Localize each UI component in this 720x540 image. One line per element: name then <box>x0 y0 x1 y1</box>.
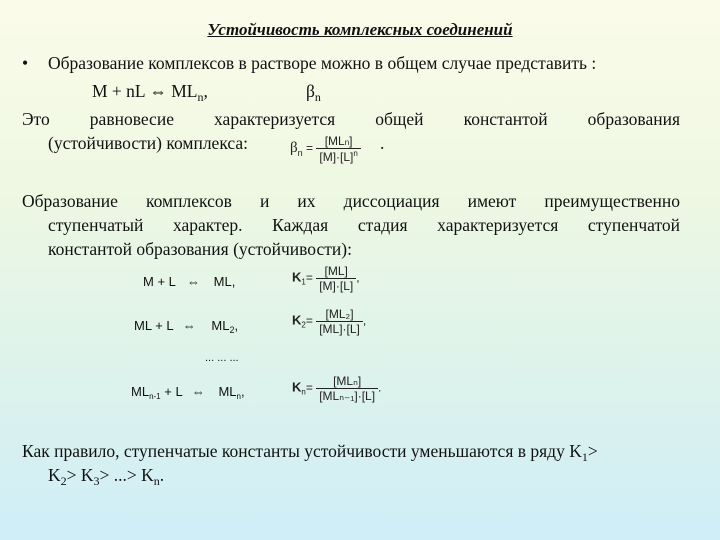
eq2-right-sub: 2 <box>229 325 235 335</box>
para4-line1-text: Как правило, ступенчатые константы устойчивости уменьшаются в ряду K <box>22 441 582 461</box>
eqn-den: [MLₙ₋₁]·[L] <box>319 389 376 403</box>
beta-formula <box>290 134 361 164</box>
eq2-arrow-icon: ⇔ <box>182 318 196 333</box>
eq1-constant: $K_1=$ $\frac{[ML]}{[M]\cdot[L]}$ , <box>292 264 360 293</box>
para4-sub2: 2 <box>60 474 67 488</box>
beta-symbol <box>306 80 321 108</box>
eq1-k-sub: 1 <box>301 277 306 287</box>
eq2-num: [ML₂] <box>316 307 363 322</box>
formula-num-sub: n <box>344 138 350 147</box>
eq1-right: ML, <box>213 274 236 289</box>
eq2-right-end: , <box>234 318 239 333</box>
eq1-arrow-icon: ⇔ <box>187 274 201 289</box>
eq2-reaction <box>134 318 238 335</box>
formula-end: . <box>380 133 385 153</box>
para4-line2 <box>48 464 164 492</box>
formula-fraction <box>316 134 360 164</box>
eqn-right: ML <box>218 384 237 399</box>
eq2-k-sub: 2 <box>301 320 306 330</box>
eq1-den: [M]·[L] <box>319 279 354 293</box>
para4-sub3: 3 <box>93 474 100 488</box>
formula-eq: = <box>306 141 314 156</box>
para3-line1: Образование комплексов и их диссоциация имеют преимущественно <box>22 191 680 211</box>
eqn-fraction <box>316 374 378 403</box>
eqn-constant: $K_n=$ $\frac{\text{[MLₙ]}}{\text{[MLₙ₋₁]·[L]}}$ . <box>292 374 382 403</box>
reaction-rhs-sub: n <box>197 90 204 104</box>
formula-den-sup: n <box>353 149 358 158</box>
eqn-left: ML <box>131 384 150 399</box>
eq2-right: ML <box>211 318 230 333</box>
eq1-fraction <box>316 264 356 293</box>
para4-kn: > ...> K <box>99 465 154 485</box>
eqn-num: [MLₙ] <box>316 374 378 389</box>
reaction-lhs: M + nL <box>92 81 145 101</box>
formula-den-text: [M]·[L] <box>319 150 354 164</box>
beta-letter: β <box>306 81 315 101</box>
page-title: Устойчивость комплексных соединений <box>207 20 513 39</box>
eqn-left-sub: n-1 <box>149 392 161 401</box>
formula-beta-sub: n <box>297 148 303 159</box>
reaction-comma: , <box>203 81 208 101</box>
eq1-num: [ML] <box>316 264 356 279</box>
para2-line1: Это равновесие характеризуется общей константой образования <box>22 109 680 129</box>
eqn-right-end: , <box>240 384 245 399</box>
para1-text: Образование комплексов в растворе можно в общем случае представить : <box>48 53 597 73</box>
eq2-k: K <box>292 312 302 328</box>
eqn-right-sub: n <box>236 392 241 401</box>
eqn-end: . <box>378 380 382 395</box>
eq1-k: K <box>292 269 302 285</box>
eq2-den: [ML]·[L] <box>319 322 360 336</box>
bullet: • <box>22 53 29 73</box>
formula-numerator <box>316 134 360 149</box>
eq-ellipsis: ... ... ... <box>205 352 239 364</box>
para4-line1-sub: 1 <box>581 450 588 464</box>
para4-k2: K <box>48 465 61 485</box>
formula-num-end: ] <box>349 134 353 148</box>
eqn-k-sub: n <box>301 387 306 397</box>
eq1-end: , <box>356 270 360 285</box>
beta-sub: n <box>314 90 321 104</box>
eq2-left: ML + L <box>134 318 174 333</box>
formula-num-text: [ML <box>324 134 345 148</box>
eq2-end: , <box>362 313 367 328</box>
eqn-reaction <box>131 384 245 401</box>
eq1-reaction <box>143 274 235 289</box>
eqn-arrow-icon: ⇔ <box>191 384 205 399</box>
reaction-rhs: ML <box>171 81 198 101</box>
para4-subn: n <box>153 474 160 488</box>
para4-k3: > K <box>66 465 94 485</box>
para2-line2: (устойчивости) комплекса: <box>48 133 249 153</box>
eq2-constant: $K_2=$ $\frac{\text{[ML₂]}}{[ML]\cdot[L]}$ , <box>292 307 367 336</box>
eqn-left-end: + L <box>160 384 183 399</box>
para3-line3: константой образования (устойчивости): <box>48 239 352 259</box>
para3-line2: ступенчатый характер. Каждая стадия характеризуется ступенчатой <box>48 215 680 235</box>
reaction-equation <box>92 80 208 108</box>
para4-end: . <box>159 465 165 485</box>
equilibrium-arrow-icon: ⇔ <box>149 81 167 101</box>
eqn-k: K <box>292 379 302 395</box>
eq2-fraction <box>316 307 363 336</box>
para4-line1-end: > <box>587 441 598 461</box>
eq1-left: M + L <box>143 274 176 289</box>
formula-denominator <box>316 149 360 164</box>
formula-beta: β <box>290 140 298 157</box>
